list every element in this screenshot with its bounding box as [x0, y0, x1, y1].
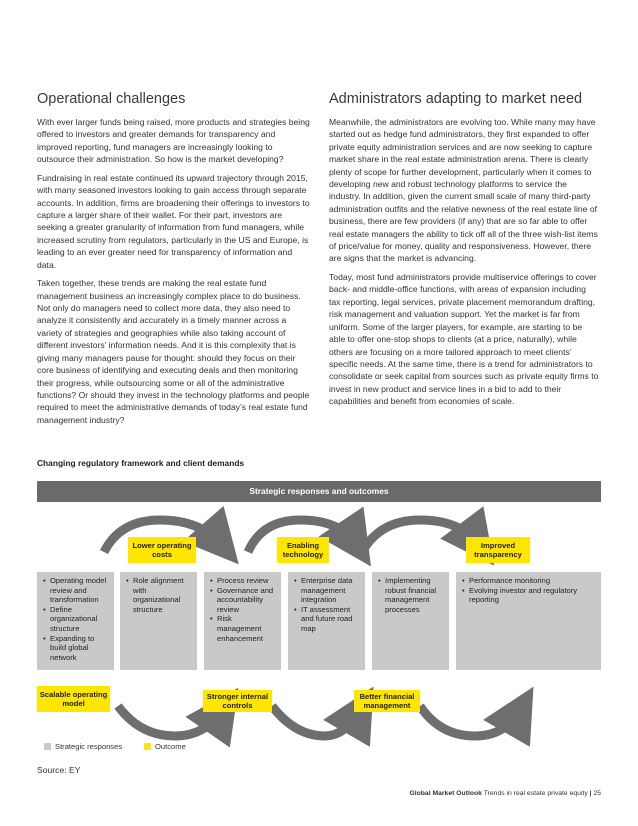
outcome-box: Lower operating costs: [128, 537, 196, 563]
response-box: [372, 572, 449, 670]
response-box: [288, 572, 365, 670]
response-item: • Governance and accountability review: [210, 586, 278, 615]
figure-banner: Strategic responses and outcomes: [37, 481, 601, 502]
left-paragraph: Taken together, these trends are making the real estate fund management business an increasingly complex place to do business. Not only do managers need to collect more data, they also need to analyze it consistently and accurately in a timely manner across a variety of strategies and geographies while also taking account of different investors’ information needs. And it is this complexity that is giving many managers pause for thought: should they focus on their core business of identifying and executing deals and then monitoring their progress, while outsourcing some or all of the administrative functions? Or should they invest in the technology platforms and people required to meet the administrative demands of today’s real estate fund management industry?: [37, 278, 310, 425]
arrow-bottom-2: [272, 706, 360, 736]
right-paragraph: Meanwhile, the administrators are evolving too. While many may have started out as hedge fund administrators, they first expanded to offer private equity administration services and are now seeking to capture market share in the real estate administration arena. There is clearly plenty of scope for further development, particularly when it comes to developing new and robust technology platforms to service the industry. In addition, given the current small scale of many third-party administration outfits and the relative newness of the real estate line of business, there are few providers (if any) that are so far able to offer real estate managers the ability to tick off all of the three wish-list items of price/value for money, quality and responsiveness. However, there are signs that the market is advancing.: [329, 117, 598, 264]
arrow-bottom-3: [420, 706, 520, 736]
response-box: [204, 572, 281, 670]
response-item: • Define organizational structure: [43, 605, 111, 634]
response-item: • Expanding to build global network: [43, 634, 111, 663]
outcome-box: Better financial management: [354, 690, 420, 712]
response-item: • Risk management enhancement: [210, 614, 278, 643]
response-box: [456, 572, 601, 670]
footer-publication: Global Market Outlook: [409, 790, 482, 797]
footer-separator: |: [589, 790, 592, 797]
outcome-box: Improved transparency: [466, 537, 530, 563]
response-item: • IT assessment and future road map: [294, 605, 362, 634]
response-item: • Performance monitoring: [462, 576, 598, 586]
figure-title: Changing regulatory framework and client demands: [37, 458, 245, 468]
left-heading: Operational challenges: [37, 91, 186, 107]
source-note: Source: EY: [37, 765, 81, 775]
right-heading: Administrators adapting to market need: [329, 91, 583, 107]
page-footer: [409, 790, 601, 797]
response-item: • Role alignment with organizational structure: [126, 576, 194, 614]
footer-subtitle: Trends in real estate private equity: [483, 790, 588, 797]
right-paragraph: Today, most fund administrators provide multiservice offerings to cover back- and middle-office functions, with areas of expansion including tax reporting, legal services, private placement memorandum drafting, risk management and valuation support. Yet the market is far from uniform. Some of the larger players, for example, are starting to be able to offer one-stop shops to clients (at a price, naturally), while others are focusing on a more tailored approach to meet clients’ specific needs. At the same time, there is a trend for administrators to consolidate or seek capital from sources such as private equity firms to invest in new product and service lines in a bid to add to their capabilities and benefit from economies of scale.: [329, 272, 599, 407]
response-item: • Implementing robust financial management processes: [378, 576, 446, 614]
response-item: • Process review: [210, 576, 278, 586]
legend-outcome: Outcome: [144, 742, 186, 751]
legend-swatch-grey: [44, 743, 51, 750]
page-number: 25: [593, 790, 601, 797]
response-item: • Operating model review and transformation: [43, 576, 111, 605]
outcome-box: Stronger internal controls: [203, 690, 272, 712]
response-item: • Enterprise data management integration: [294, 576, 362, 605]
arrow-top-3: [362, 520, 478, 552]
response-item: • Evolving investor and regulatory reporting: [462, 586, 598, 605]
response-box: [37, 572, 114, 670]
left-paragraph: With ever larger funds being raised, more products and strategies being offered to investors and greater demands for transparency and improved reporting, fund managers are increasingly looking to outsource their administration. So how is the market developing?: [37, 117, 310, 165]
response-box: [120, 572, 197, 670]
left-paragraph: Fundraising in real estate continued its upward trajectory through 2015, with many seasoned investors looking to gain access through separate accounts. In addition, firms are broadening their offerings to investors to capture a larger share of their wallet. For their part, investors are seeking a greater granularity of information from fund managers, while increased scrutiny from regulators, particularly in the US and Europe, is leading to an ever greater need for transparency of information and data.: [37, 172, 310, 270]
outcome-box: Scalable operating model: [37, 686, 110, 712]
outcome-box: Enabling technology: [277, 537, 329, 563]
legend-responses: Strategic responses: [44, 742, 122, 751]
legend-swatch-yellow: [144, 743, 151, 750]
